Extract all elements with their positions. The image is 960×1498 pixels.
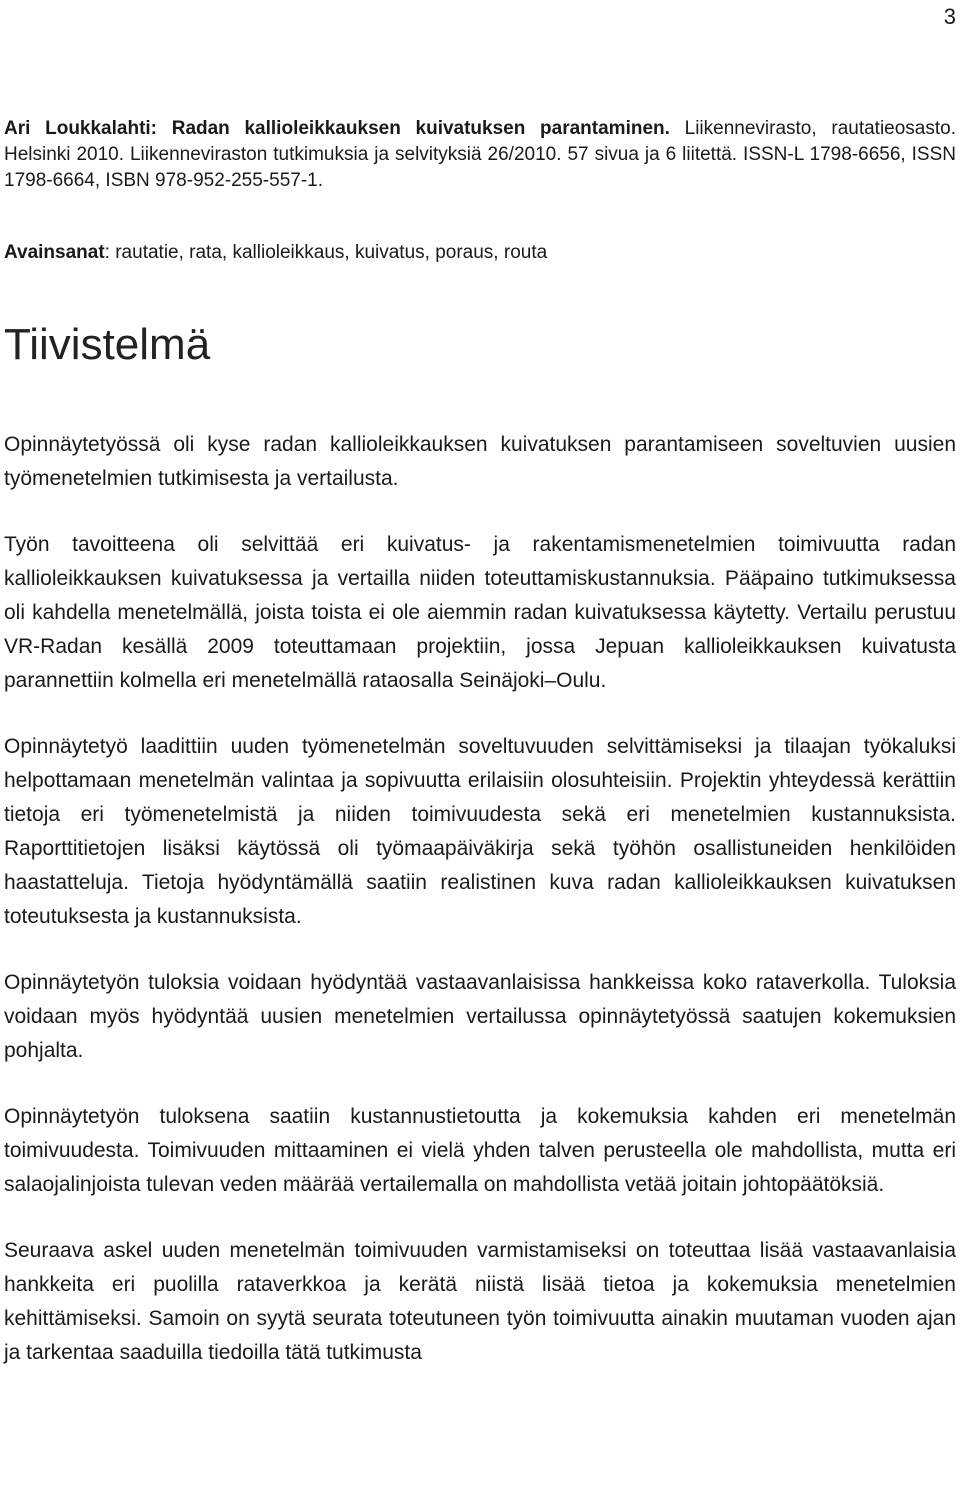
citation-title: Ari Loukkalahti: Radan kallioleikkauksen kuivatuksen parantaminen. <box>4 118 670 139</box>
paragraph: Opinnäytetyön tuloksena saatiin kustannustietoutta ja kokemuksia kahden eri menetelmän toimivuudesta. Toimivuuden mittaaminen ei vielä yhden talven perusteella ole mahdollista, mutta eri salaojalinjoista tulevan veden määrää vertailemalla on mahdollista vetää joitain johtopäätöksiä. <box>4 1105 956 1196</box>
abstract-heading: Tiivistelmä <box>4 320 211 369</box>
paragraph: Seuraava askel uuden menetelmän toimivuuden varmistamiseksi on toteuttaa lisää vastaavanlaisia hankkeita eri puolilla rataverkkoa ja kerätä niistä lisää tietoa ja kokemuksia menetelmien kehittämiseksi. Samoin on syytä seurata toteutuneen työn toimivuutta ainakin muutaman vuoden ajan ja tarkentaa saaduilla tiedoilla tätä tutkimusta <box>4 1239 956 1364</box>
paragraph: Opinnäytetyön tuloksia voidaan hyödyntää vastaavanlaisissa hankkeissa koko rataverkolla. Tuloksia voidaan myös hyödyntää uusien menetelmien vertailussa opinnäytetyössä saatujen kokemuksien pohjalta. <box>4 971 956 1062</box>
keywords <box>4 240 956 266</box>
document-content <box>4 116 956 1402</box>
paragraph: Työn tavoitteena oli selvittää eri kuivatus- ja rakentamismenetelmien toimivuutta radan kallioleikkauksen kuivatuksessa ja vertailla niiden toteuttamiskustannuksia. Pääpaino tutkimuksessa oli kahdella menetelmällä, joista toista ei ole aiemmin radan kuivatuksessa käytetty. Vertailu perustuu VR-Radan kesällä 2009 toteuttamaan projektiin, jossa Jepuan kallioleikkauksen kuivatusta parannettiin kolmella eri menetelmällä rataosalla Seinäjoki–Oulu. <box>4 533 956 692</box>
abstract-body <box>4 428 956 1370</box>
citation-details: Liikennevirasto, rautatieosasto. Helsinki 2010. Liikenneviraston tutkimuksia ja selvityksiä 26/2010. 57 sivua ja 6 liitettä. ISSN-L 1798-6656, ISSN 1798-6664, ISBN 978-952-255-557-1. <box>4 118 956 191</box>
paragraph: Opinnäytetyö laadittiin uuden työmenetelmän soveltuvuuden selvittämiseksi ja tilaajan työkaluksi helpottamaan menetelmän valintaa ja sopivuutta erilaisiin olosuhteisiin. Projektin yhteydessä kerättiin tietoja eri työmenetelmistä ja niiden toimivuudesta sekä eri menetelmien kustannuksista. Raporttitietojen lisäksi käytössä oli työmaapäiväkirja sekä työhön osallistuneiden henkilöiden haastatteluja. Tietoja hyödyntämällä saatiin realistinen kuva radan kallioleikkauksen kuivatuksen toteutuksesta ja kustannuksista. <box>4 735 956 928</box>
page-number: 3 <box>943 4 956 29</box>
citation <box>4 116 956 194</box>
keywords-values: : rautatie, rata, kallioleikkaus, kuivatus, poraus, routa <box>104 242 548 263</box>
keywords-label: Avainsanat <box>4 242 105 263</box>
paragraph: Opinnäytetyössä oli kyse radan kallioleikkauksen kuivatuksen parantamiseen soveltuvien uusien työmenetelmien tutkimisesta ja vertailusta. <box>4 433 956 490</box>
